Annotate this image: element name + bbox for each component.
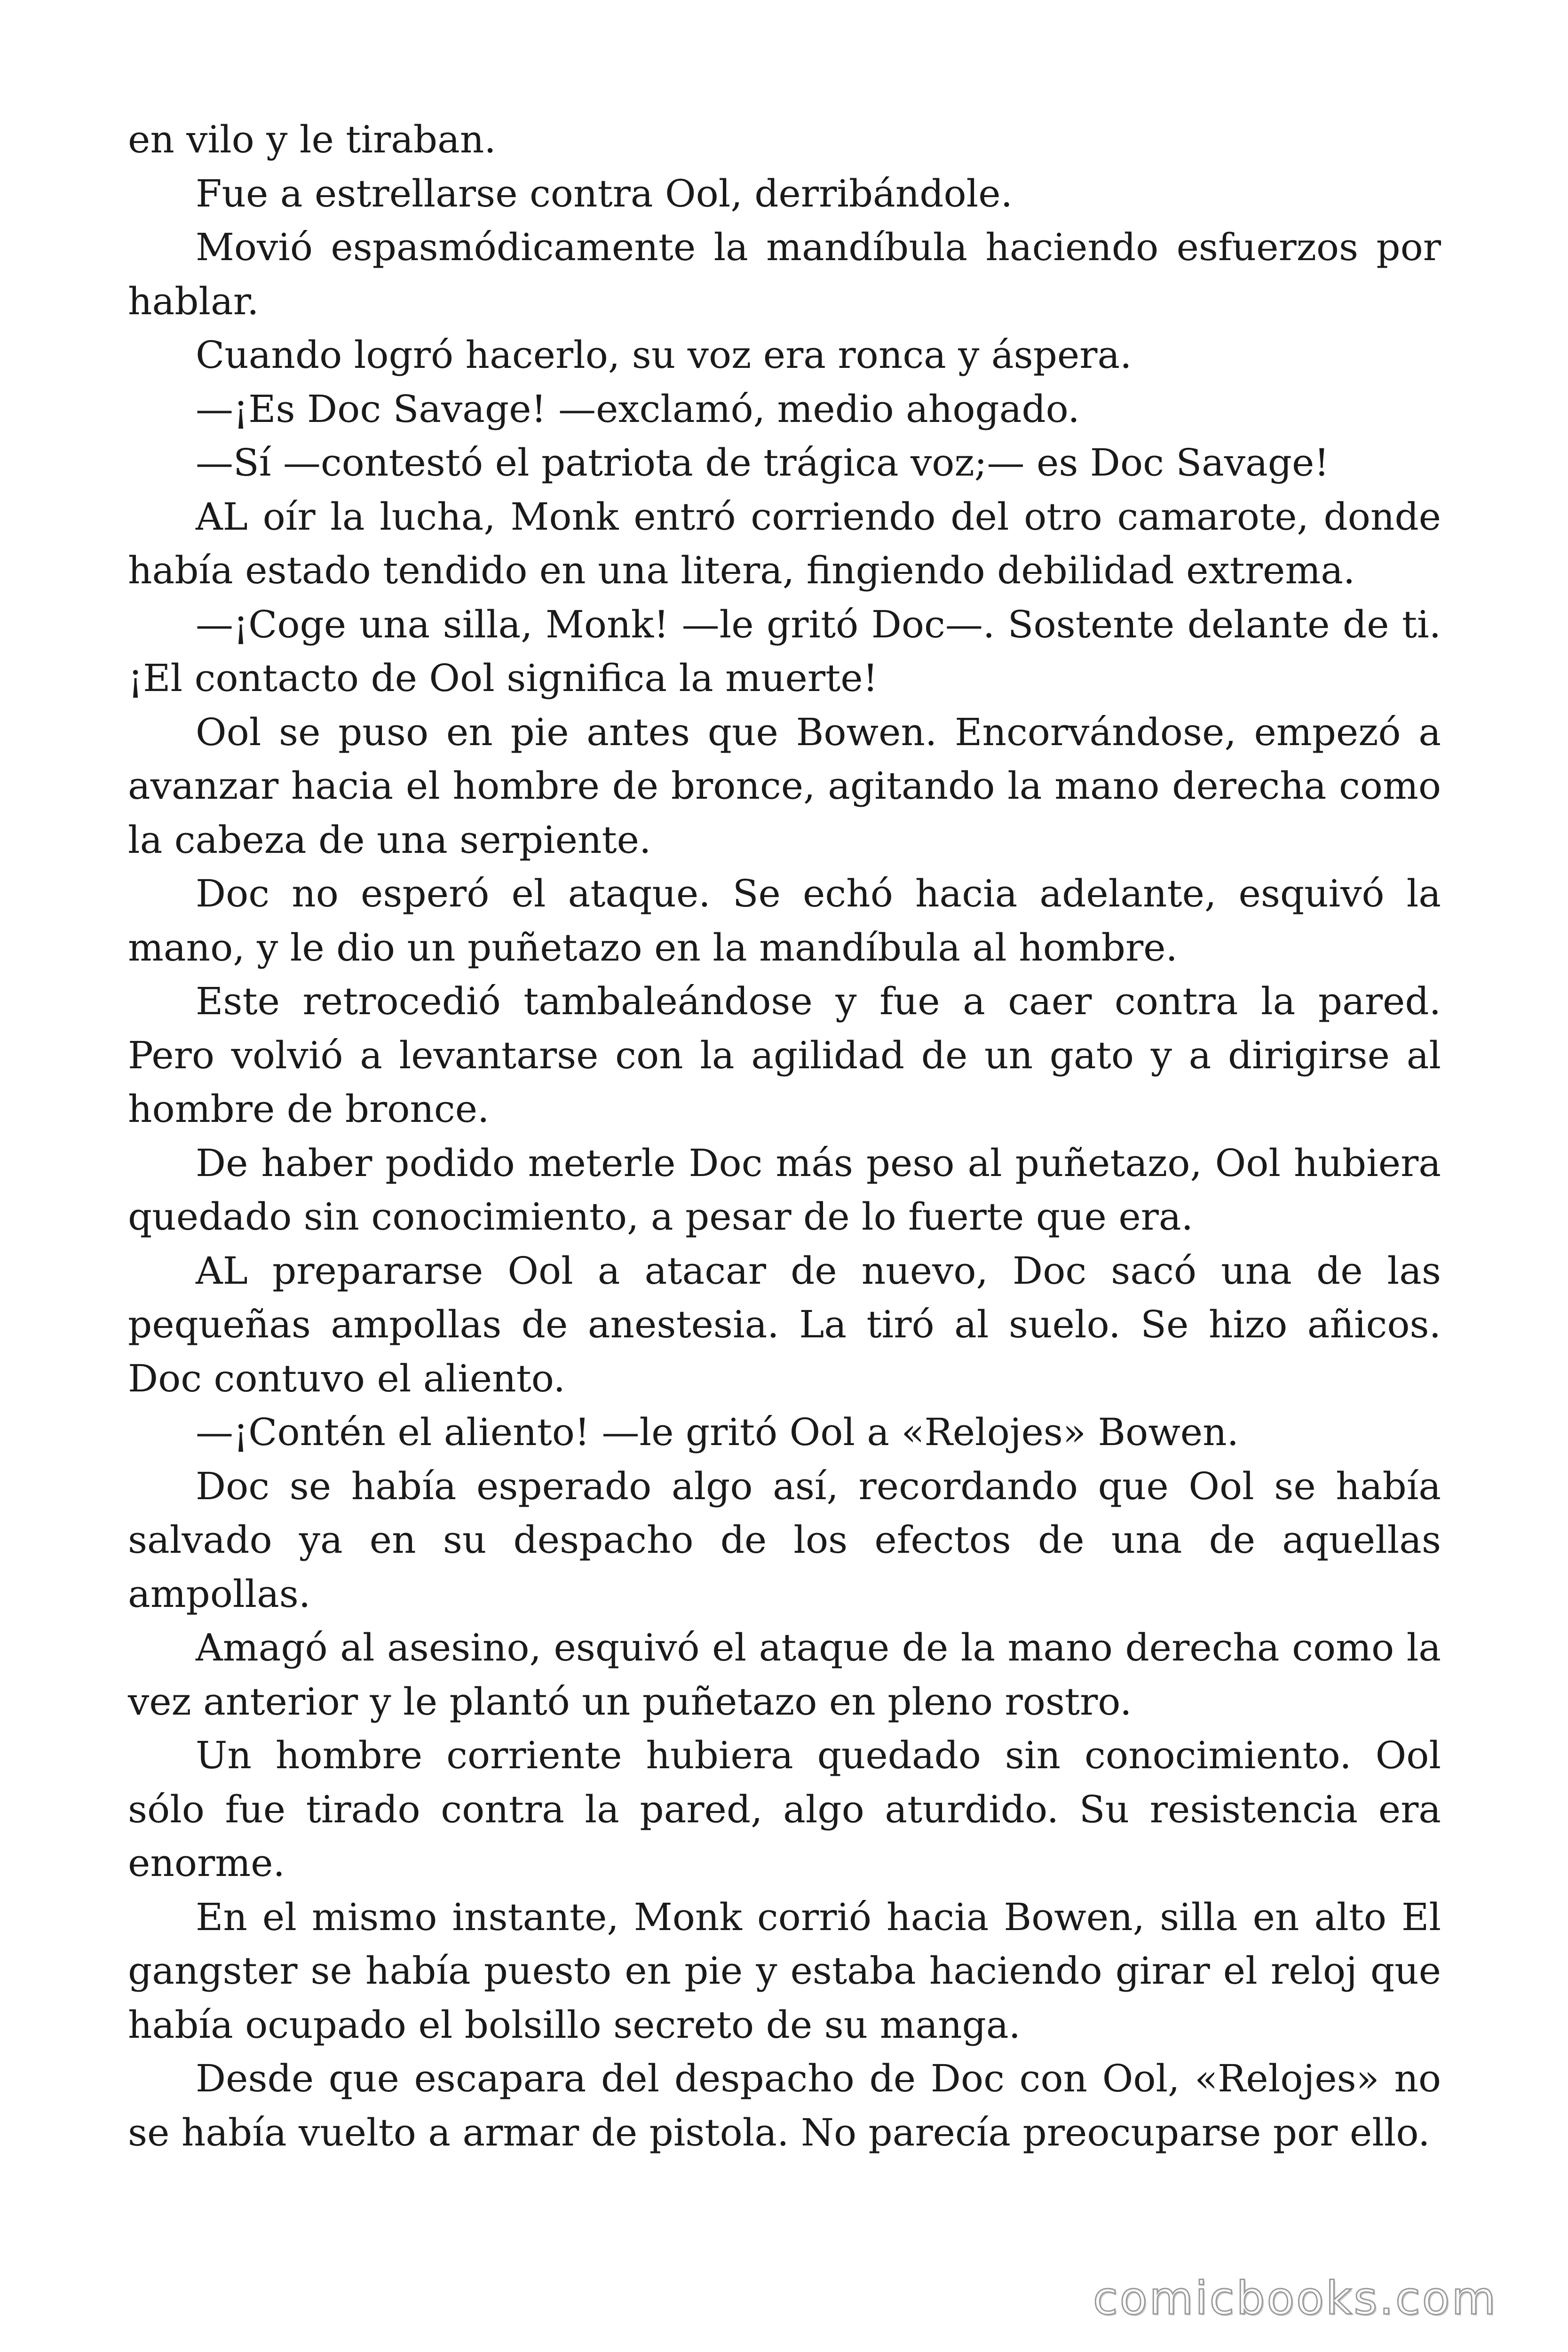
paragraph: Un hombre corriente hubiera quedado sin conocimiento. Ool sólo fue tirado contra la pared, algo aturdido. Su resistencia era enorme. [128, 1733, 1441, 1885]
paragraph: Desde que escapara del despacho de Doc con Ool, «Relojes» no se había vuelto a armar de pistola. No parecía preocuparse por ello. [128, 2057, 1441, 2154]
paragraph: Cuando logró hacerlo, su voz era ronca y áspera. [196, 333, 1132, 377]
paragraph: De haber podido meterle Doc más peso al puñetazo, Ool hubiera quedado sin conocimiento, a pesar de lo fuerte que era. [128, 1141, 1441, 1239]
paragraph: Fue a estrellarse contra Ool, derribándole. [196, 171, 1013, 215]
paragraph: Ool se puso en pie antes que Bowen. Encorvándose, empezó a avanzar hacia el hombre de bronce, agitando la mano derecha como la cabeza de una serpiente. [128, 710, 1441, 862]
page-body [128, 113, 1441, 2160]
paragraph: Movió espasmódicamente la mandíbula haciendo esfuerzos por hablar. [128, 225, 1441, 323]
paragraph: AL oír la lucha, Monk entró corriendo del otro camarote, donde había estado tendido en una litera, fingiendo debilidad extrema. [128, 494, 1441, 592]
paragraph: —Sí —contestó el patriota de trágica voz;— es Doc Savage! [196, 441, 1330, 485]
paragraph: En el mismo instante, Monk corrió hacia Bowen, silla en alto El gangster se había puesto en pie y estaba haciendo girar el reloj que había ocupado el bolsillo secreto de su manga. [128, 1895, 1441, 2047]
paragraph: Doc se había esperado algo así, recordando que Ool se había salvado ya en su despacho de los efectos de una de aquellas ampollas. [128, 1464, 1441, 1616]
paragraph: Doc no esperó el ataque. Se echó hacia adelante, esquivó la mano, y le dio un puñetazo en la mandíbula al hombre. [128, 872, 1441, 969]
paragraph: —¡Contén el aliento! —le gritó Ool a «Relojes» Bowen. [196, 1410, 1239, 1454]
paragraph: Este retrocedió tambaleándose y fue a caer contra la pared. Pero volvió a levantarse con la agilidad de un gato y a dirigirse al hombre de bronce. [128, 979, 1441, 1131]
paragraph: Amagó al asesino, esquivó el ataque de la mano derecha como la vez anterior y le plantó un puñetazo en pleno rostro. [128, 1626, 1441, 1724]
paragraph: en vilo y le tiraban. [128, 118, 496, 161]
paragraph: AL prepararse Ool a atacar de nuevo, Doc sacó una de las pequeñas ampollas de anestesia. La tiró al suelo. Se hizo añicos. Doc contuvo el aliento. [128, 1248, 1441, 1400]
paragraph: —¡Coge una silla, Monk! —le gritó Doc—. Sostente delante de ti. ¡El contacto de Ool significa la muerte! [128, 602, 1441, 700]
paragraph: —¡Es Doc Savage! —exclamó, medio ahogado. [196, 387, 1080, 431]
watermark-logo: comicbooks.com [1093, 2272, 1497, 2325]
